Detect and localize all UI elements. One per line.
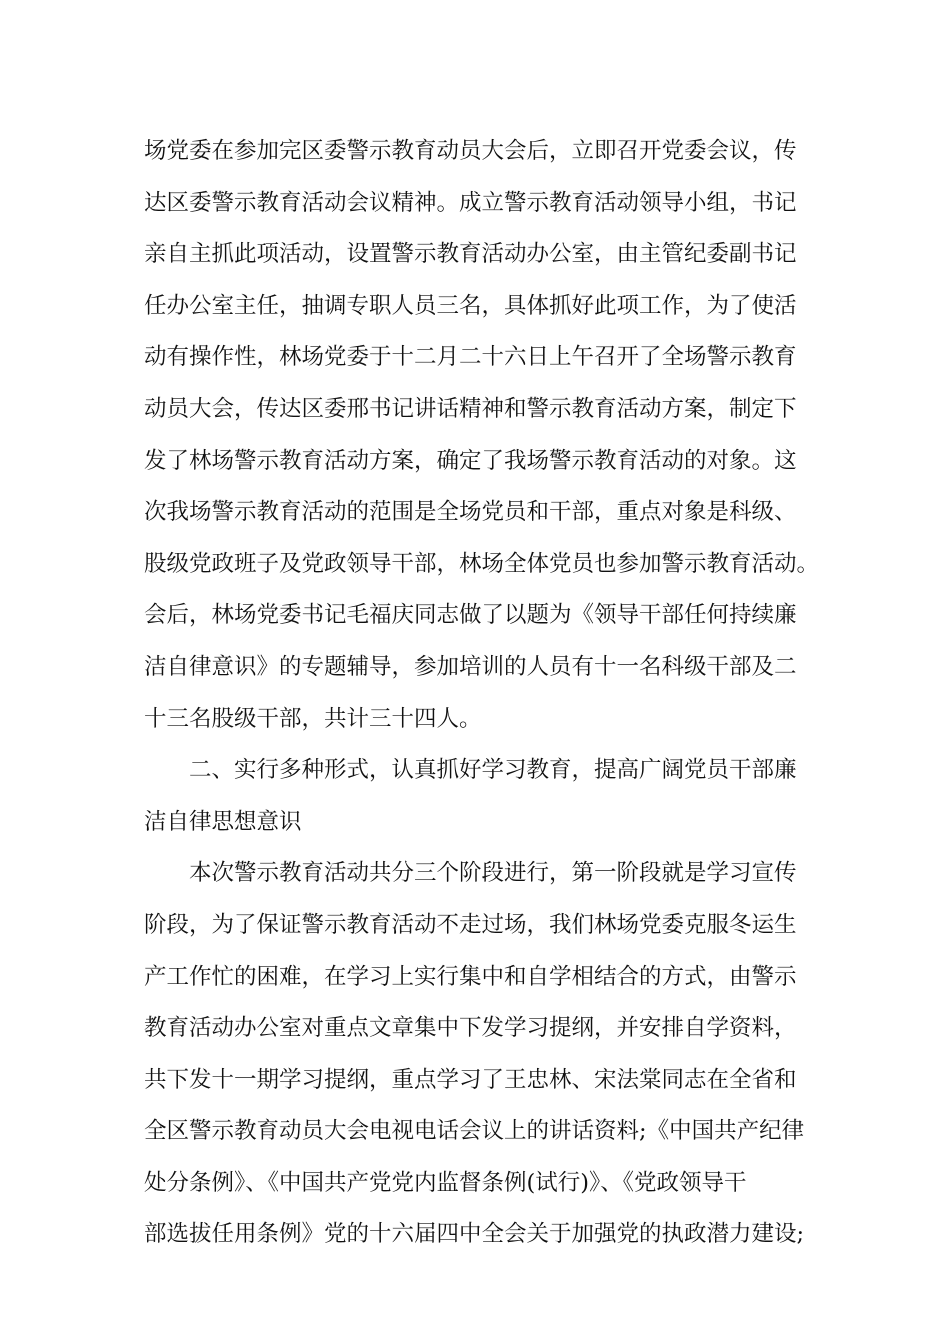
text-line: 全区警示教育动员大会电视电话会议上的讲话资料;《中国共产纪律	[144, 1118, 805, 1145]
text-line: 动有操作性，林场党委于十二月二十六日上午召开了全场警示教育	[144, 344, 797, 371]
text-line: 部选拔任用条例》党的十六届四中全会关于加强党的执政潜力建设;	[144, 1221, 805, 1248]
text-line: 次我场警示教育活动的范围是全场党员和干部，重点对象是科级、	[144, 499, 797, 526]
text-line: 股级党政班子及党政领导干部，林场全体党员也参加警示教育活动。	[144, 550, 820, 577]
text-line: 动员大会，传达区委邢书记讲话精神和警示教育活动方案，制定下	[144, 395, 797, 422]
text-line: 洁自律意识》的专题辅导，参加培训的人员有十一名科级干部及二	[144, 653, 797, 680]
text-line: 会后，林场党委书记毛福庆同志做了以题为《领导干部任何持续廉	[144, 602, 797, 629]
text-line: 亲自主抓此项活动，设置警示教育活动办公室，由主管纪委副书记	[144, 241, 797, 268]
text-line: 十三名股级干部，共计三十四人。	[144, 705, 482, 732]
text-line: 本次警示教育活动共分三个阶段进行，第一阶段就是学习宣传	[189, 860, 797, 887]
text-line: 产工作忙的困难，在学习上实行集中和自学相结合的方式，由警示	[144, 963, 797, 990]
text-line: 处分条例》、《中国共产党党内监督条例(试行)》、《党政领导干	[144, 1169, 747, 1196]
text-line: 达区委警示教育活动会议精神。成立警示教育活动领导小组，书记	[144, 189, 797, 216]
text-line: 场党委在参加完区委警示教育动员大会后，立即召开党委会议，传	[144, 138, 797, 164]
document-body	[144, 126, 824, 1261]
section-heading-line: 二、实行多种形式，认真抓好学习教育，提高广阔党员干部廉	[189, 757, 797, 784]
text-line: 发了林场警示教育活动方案，确定了我场警示教育活动的对象。这	[144, 447, 797, 474]
text-line: 教育活动办公室对重点文章集中下发学习提纲，并安排自学资料，	[144, 1015, 797, 1042]
text-line: 任办公室主任，抽调专职人员三名，具体抓好此项工作，为了使活	[144, 292, 797, 319]
section-heading-line: 洁自律思想意识	[144, 808, 302, 835]
text-line: 阶段，为了保证警示教育活动不走过场，我们林场党委克服冬运生	[144, 911, 797, 938]
text-line: 共下发十一期学习提纲，重点学习了王忠林、宋法棠同志在全省和	[144, 1066, 797, 1093]
